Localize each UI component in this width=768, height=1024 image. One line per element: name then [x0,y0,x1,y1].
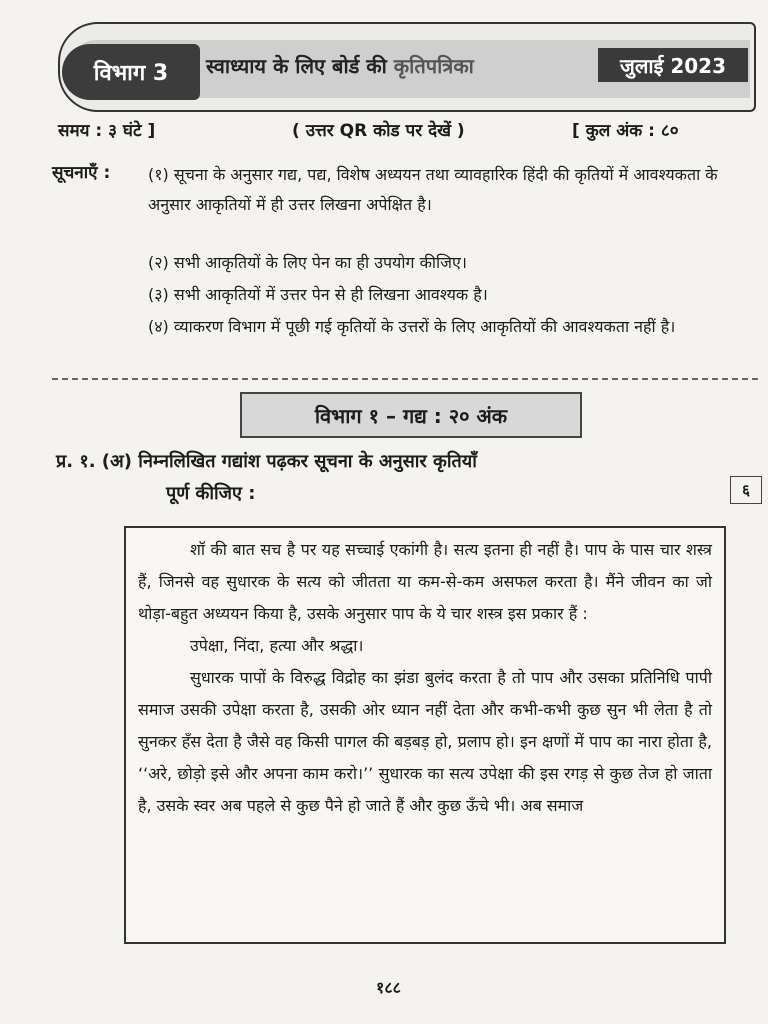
passage-box [124,526,726,944]
question-line-1: प्र. १. (अ) निम्नलिखित गद्यांश पढ़कर सूचना के अनुसार कृतियाँ [56,451,477,472]
header-title [206,52,474,79]
section-badge: विभाग 3 [62,44,200,100]
time-label: समय : ३ घंटे ] [58,121,156,141]
part-heading: विभाग १ – गद्य : २० अंक [240,392,582,438]
instruction-item-4: (४) व्याकरण विभाग में पूछी गई कृतियों के उत्तरों के लिए आकृतियों की आवश्यकता नहीं है। [148,317,676,336]
question-line-2: पूर्ण कीजिए : [166,483,256,504]
total-marks: [ कुल अंक : ८० [572,121,679,141]
passage-paragraph-1: शॉ की बात सच है पर यह सच्चाई एकांगी है। सत्य इतना ही नहीं है। पाप के पास चार शस्त्र हैं, जिनसे वह सुधारक के सत्य को जीतता या कम-से-कम असफल करता है। मैंने जीवन का जो थोड़ा-बहुत अध्ययन किया है, उसके अनुसार पाप के ये चार शस्त्र इस प्रकार हैं : [138,540,712,623]
year-badge: जुलाई 2023 [598,48,748,82]
question-heading [56,446,477,510]
dashed-divider [52,378,758,380]
header-title-accent: कृतिपत्रिका [393,54,474,78]
instructions-label: सूचनाएँ : [52,163,111,183]
instruction-item-2: (२) सभी आकृतियों के लिए पेन का ही उपयोग कीजिए। [148,253,467,272]
passage-paragraph-2: उपेक्षा, निंदा, हत्या और श्रद्धा। [190,636,364,655]
passage-paragraph-3: सुधारक पापों के विरुद्ध विद्रोह का झंडा बुलंद करता है तो पाप और उसका प्रतिनिधि पापी समाज उसकी उपेक्षा करता है, उसकी ओर ध्यान नहीं देता और कभी-कभी कुछ सुन भी लेता है तो सुनकर हँस देता है जैसे वह किसी पागल की बड़बड़ हो, प्रलाप हो। इन क्षणों में पाप का नारा होता है, ‘‘अरे, छोड़ो इसे और अपना काम करो।’’ सुधारक का सत्य उपेक्षा की इस रगड़ से कुछ तेज हो जाता है, उसके स्वर अब पहले से कुछ पैने हो जाते हैं और कुछ ऊँचे भी। अब समाज [138,668,712,815]
qr-note: ( उत्तर QR कोड पर देखें ) [292,121,465,141]
page-number: १८८ [376,978,401,997]
header-title-main: स्वाध्याय के लिए बोर्ड की [206,54,394,78]
instruction-item-3: (३) सभी आकृतियों में उत्तर पेन से ही लिखना आवश्यक है। [148,285,488,304]
question-marks: ६ [730,476,762,504]
instruction-item-1: (१) सूचना के अनुसार गद्य, पद्य, विशेष अध्ययन तथा व्यावहारिक हिंदी की कृतियों में आवश्यकता के अनुसार आकृतियों में ही उत्तर लिखना अपेक्षित है। [148,165,718,214]
